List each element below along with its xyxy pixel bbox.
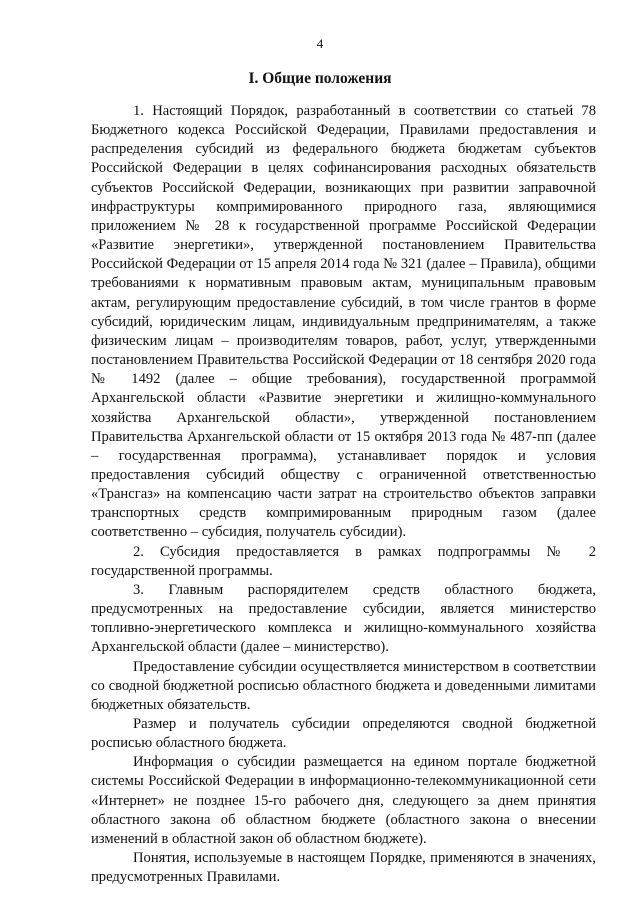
paragraph-6: Информация о субсидии размещается на едином портале бюджетной системы Российской Федерации в информационно-телекоммуникационной сети «Интернет» не позднее 15-го рабочего дня, следующего за днем принятия областного закона об областном бюджете (областного закона о внесении изменений в областной закон об областном бюджете). (91, 754, 596, 847)
paragraph-3: 3. Главным распорядителем средств областного бюджета, предусмотренных на предоставление субсидии, является министерство топливно-энергетического комплекса и жилищно-коммунального хозяйства Архангельской области (далее – министерство). (91, 581, 596, 656)
document-body (91, 102, 596, 887)
paragraph-7: Понятия, используемые в настоящем Порядке, применяются в значениях, предусмотренных Правилами. (91, 850, 596, 886)
page-number: 4 (316, 36, 324, 51)
section-heading: I. Общие положения (248, 70, 392, 87)
paragraph-1: 1. Настоящий Порядок, разработанный в соответствии со статьей 78 Бюджетного кодекса Российской Федерации, Правилами предоставления и распределения субсидий из федерального бюджета бюджетам субъектов Российской Федерации в целях софинансирования расходных обязательств субъектов Российской Федерации, возникающих при развитии заправочной инфраструктуры компримированного природного газа, являющимися приложением № 28 к государственной программе Российской Федерации «Развитие энергетики», утвержденной постановлением Правительства Российской Федерации от 15 апреля 2014 года № 321 (далее – Правила), общими требованиями к нормативным правовым актам, муниципальным правовым актам, регулирующим предоставление субсидий, в том числе грантов в форме субсидий, юридическим лицам, индивидуальным предпринимателям, а также физическим лицам – производителям товаров, работ, услуг, утвержденными постановлением Правительства Российской Федерации от 18 сентября 2020 года № 1492 (далее – общие требования), государственной программой Архангельской области «Развитие энергетики и жилищно-коммунального хозяйства Архангельской области», утвержденной постановлением Правительства Архангельской области от 15 октября 2013 года № 487-пп (далее – государственная программа), устанавливает порядок и условия предоставления субсидий обществу с ограниченной ответственностью «Трансгаз» на компенсацию части затрат на строительство объектов заправки транспортных средств компримированным природным газом (далее соответственно – субсидия, получатель субсидии). (91, 103, 596, 541)
paragraph-2: 2. Субсидия предоставляется в рамках подпрограммы № 2 государственной программы. (91, 543, 596, 579)
paragraph-4: Предоставление субсидии осуществляется министерством в соответствии со сводной бюджетной росписью областного бюджета и доведенными лимитами бюджетных обязательств. (91, 658, 596, 713)
paragraph-5: Размер и получатель субсидии определяются сводной бюджетной росписью областного бюджета. (91, 716, 596, 752)
